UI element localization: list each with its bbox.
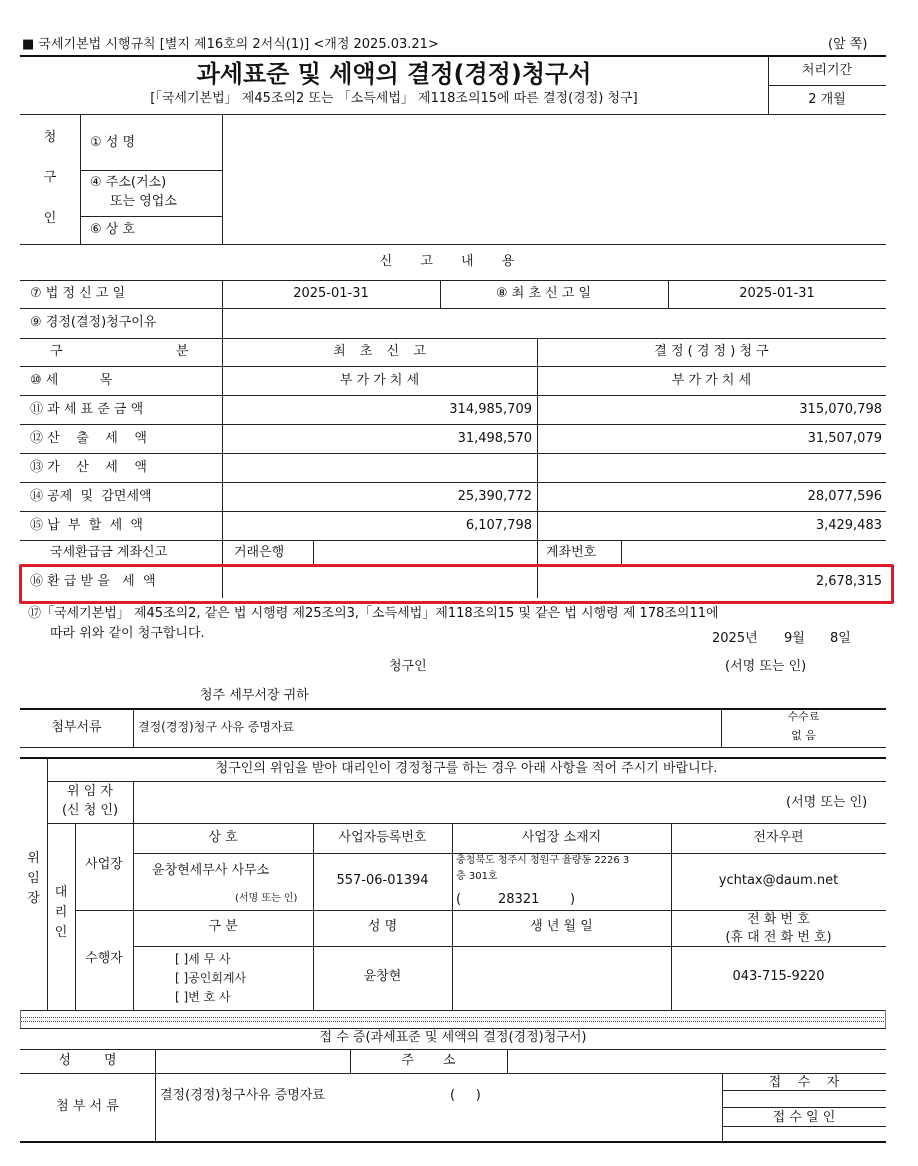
refund-amount-value[interactable]: 2,678,315	[815, 574, 882, 589]
col-claim: 결 정 ( 경 정 ) 청 구	[654, 344, 769, 359]
receipt-date-label: 접 수 일 인	[772, 1110, 836, 1125]
performer-phone: 043-715-9220	[732, 969, 825, 984]
bank-name-label: 거래은행	[234, 545, 285, 560]
col-initial-report: 최 초 신 고	[333, 344, 426, 359]
receipt-title: 접 수 증(과세표준 및 세액의 결정(경정)청구서)	[319, 1030, 587, 1045]
first-date-value[interactable]: 2025-01-31	[739, 286, 815, 301]
receipt-address-label: 주 소	[401, 1053, 456, 1068]
kind-lawyer[interactable]: [ ]변 호 사	[175, 990, 231, 1004]
delegator-label: 위 임 자	[67, 784, 113, 799]
attachments-label: 첨부서류	[51, 720, 102, 735]
kind-cpa[interactable]: [ ]공인회계사	[175, 971, 247, 985]
declaration-month: 9월	[784, 631, 805, 646]
row-penalty-tax-label: ⑬ 가 산 세 액	[30, 460, 147, 475]
col-performer-name: 성 명	[367, 919, 398, 934]
receipt-attach-label: 첨 부 서 류	[56, 1099, 119, 1114]
agent-address-line2: 층 301호	[456, 871, 498, 882]
col-email: 전자우편	[753, 830, 804, 845]
declaration-year: 2025년	[712, 631, 758, 646]
row-computed-tax-initial[interactable]: 31,498,570	[457, 431, 532, 446]
row-payable-tax-label: ⑮ 납 부 할 세 액	[30, 518, 143, 533]
row-tax-base-claim[interactable]: 315,070,798	[799, 402, 882, 417]
delegator-label-2: (신 청 인)	[61, 803, 119, 818]
row-payable-tax-claim[interactable]: 3,429,483	[815, 518, 882, 533]
business-label: 사업장	[85, 857, 123, 872]
agent-side-3: 인	[54, 925, 68, 940]
delegator-signature-field[interactable]: (서명 또는 인)	[786, 795, 868, 810]
receipt-receiver-label: 접 수 자	[768, 1075, 840, 1090]
claimant-side-3: 인	[43, 211, 57, 226]
claimant-signature-label: 청구인	[389, 659, 427, 674]
row-computed-tax-claim[interactable]: 31,507,079	[807, 431, 882, 446]
declaration-text-2: 따라 위와 같이 청구합니다.	[50, 626, 205, 641]
performer-name: 윤창현	[363, 969, 402, 984]
col-kind: 구 분	[208, 919, 238, 934]
agent-trade-signature[interactable]: (서명 또는 인)	[235, 893, 298, 904]
fee-label: 수수료	[787, 710, 820, 723]
claimant-trade-label: ⑥ 상 호	[90, 222, 136, 237]
legal-date-label: ⑦ 법 정 신 고 일	[30, 286, 126, 301]
cut-line	[20, 1017, 886, 1018]
reason-label: ⑨ 경정(결정)청구이유	[30, 315, 157, 330]
declaration-text-1: ⑰「국세기본법」 제45조의2, 같은 법 시행령 제25조의3,「소득세법」제118조의15 및 같은 법 시행령 제 178조의11에	[28, 606, 719, 621]
claimant-name-label: ① 성 명	[90, 135, 136, 150]
kind-tax-accountant[interactable]: [ ]세 무 사	[175, 952, 231, 966]
declaration-day: 8일	[830, 631, 851, 646]
fee-value: 없 음	[791, 729, 816, 742]
delegation-notice: 청구인의 위임을 받아 대리인이 경정청구를 하는 경우 아래 사항을 적어 주시기 바랍니다.	[215, 761, 718, 776]
agent-side-1: 대	[54, 885, 68, 900]
agent-address-line1: 충청북도 청주시 청원구 율량동 2226 3	[456, 855, 630, 866]
first-date-label: ⑧ 최 초 신 고 일	[496, 286, 592, 301]
receipt-attach-count: ( )	[450, 1088, 481, 1103]
processing-period-value: 2 개월	[808, 92, 846, 107]
report-section-title: 신 고 내 용	[379, 254, 527, 269]
row-tax-item-initial[interactable]: 부 가 가 치 세	[339, 373, 420, 388]
row-payable-tax-initial[interactable]: 6,107,798	[465, 518, 532, 533]
col-birth-date: 생 년 월 일	[530, 919, 593, 934]
agent-business-regno: 557-06-01394	[336, 873, 429, 888]
delegation-side-3: 장	[27, 891, 40, 906]
delegation-side-1: 위	[27, 851, 40, 866]
col-division-2: 분	[176, 344, 189, 359]
claimant-signature-field[interactable]: (서명 또는 인)	[725, 659, 807, 674]
agent-zip-open: (	[456, 892, 462, 907]
page-side-label: (앞 쪽)	[828, 37, 868, 52]
addressee: 청주 세무서장 귀하	[200, 688, 309, 703]
row-deduction-label: ⑭ 공제 및 감면세액	[30, 489, 152, 504]
refund-account-label: 국세환급금 계좌신고	[50, 545, 168, 560]
claimant-side-2: 구	[43, 170, 57, 185]
col-phone: 전 화 번 호	[747, 912, 810, 927]
claimant-address-label-2: 또는 영업소	[110, 194, 177, 209]
row-tax-base-label: ⑪ 과 세 표 준 금 액	[30, 402, 144, 417]
refund-amount-label: ⑯ 환 급 받 을 세 액	[30, 574, 156, 589]
row-computed-tax-label: ⑫ 산 출 세 액	[30, 431, 147, 446]
row-tax-base-initial[interactable]: 314,985,709	[449, 402, 532, 417]
form-title: 과세표준 및 세액의 결정(경정)청구서	[196, 60, 592, 88]
agent-zip-close: )	[570, 892, 576, 907]
receipt-attach-value: 결정(경정)청구사유 증명자료	[160, 1088, 325, 1103]
claimant-side-1: 청	[43, 130, 57, 145]
agent-zip-code: 28321	[498, 892, 540, 907]
col-phone-2: (휴 대 전 화 번 호)	[725, 930, 832, 945]
claimant-address-label: ④ 주소(거소)	[90, 175, 167, 190]
agent-email[interactable]: ychtax@daum.net	[718, 873, 839, 888]
row-tax-item-label: ⑩ 세 목	[30, 373, 113, 388]
form-reference: ■ 국세기본법 시행규칙 [별지 제16호의 2서식(1)] <개정 2025.03.21>	[22, 37, 439, 52]
performer-label: 수행자	[85, 951, 123, 966]
col-trade-name: 상 호	[208, 830, 238, 845]
attachments-value: 결정(경정)청구 사유 증명자료	[138, 720, 295, 734]
col-business-regno: 사업자등록번호	[338, 830, 427, 845]
refund-row-highlight	[19, 564, 894, 604]
agent-trade-name: 윤창현세무사 사무소	[152, 863, 270, 878]
legal-date-value[interactable]: 2025-01-31	[293, 286, 369, 301]
row-deduction-claim[interactable]: 28,077,596	[807, 489, 882, 504]
col-division-1: 구	[50, 344, 63, 359]
processing-period-label: 처리기간	[801, 63, 853, 78]
row-tax-item-claim[interactable]: 부 가 가 치 세	[671, 373, 752, 388]
receipt-name-label: 성 명	[58, 1053, 117, 1068]
delegation-side-2: 임	[27, 871, 40, 886]
top-border	[20, 55, 886, 57]
col-business-address: 사업장 소재지	[521, 830, 602, 845]
agent-side-2: 리	[54, 905, 68, 920]
account-number-label: 계좌번호	[546, 545, 597, 560]
form-subtitle: [「국세기본법」 제45조의2 또는 「소득세법」 제118조의15에 따른 결정(경정) 청구]	[150, 91, 638, 106]
row-deduction-initial[interactable]: 25,390,772	[457, 489, 532, 504]
